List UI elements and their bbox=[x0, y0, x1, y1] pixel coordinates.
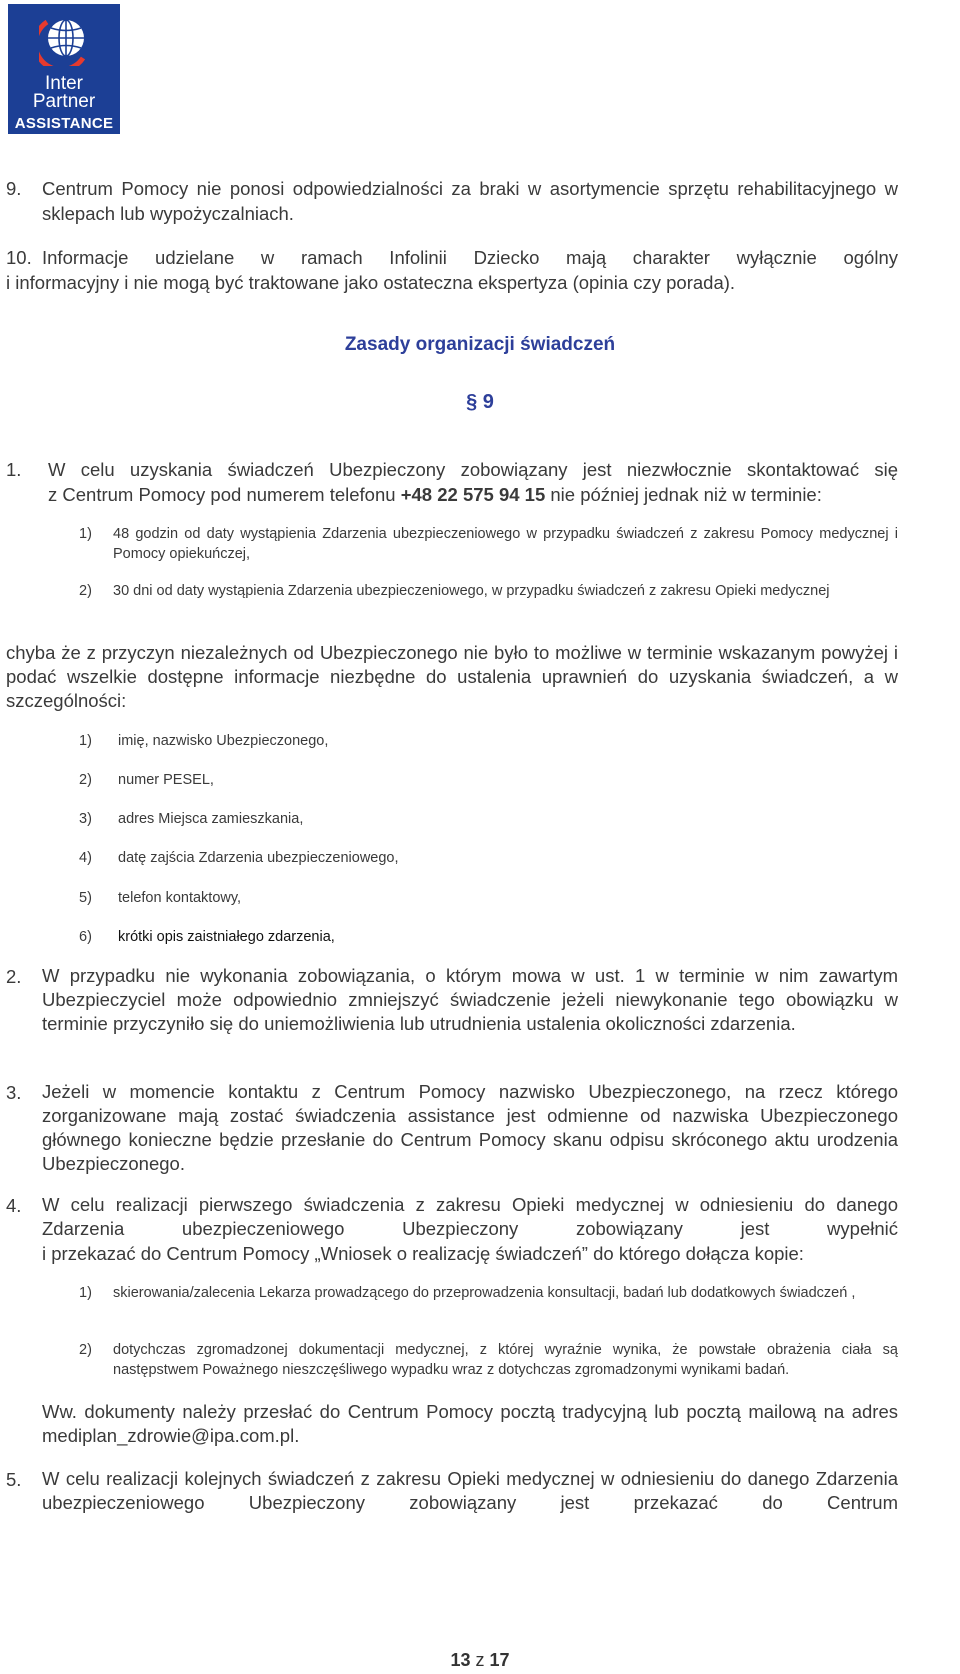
list-item-number: 5) bbox=[79, 890, 92, 906]
paragraph-text-continuation: i przekazać do Centrum Pomocy „Wniosek o realizację świadczeń” do którego dołącza kopie: bbox=[42, 1243, 804, 1264]
paragraph-number: 5. bbox=[6, 1469, 22, 1490]
item-text-first-line: Informacje udzielane w ramach Infolinii Dziecko mają charakter wyłącznie ogólny bbox=[42, 247, 898, 268]
paragraph-number: 3. bbox=[6, 1082, 22, 1103]
subitem-number: 1) bbox=[79, 526, 92, 542]
item-number: 10. bbox=[6, 247, 32, 268]
text-fragment: z Centrum Pomocy pod numerem telefonu bbox=[48, 484, 401, 505]
logo-text-partner: Partner bbox=[32, 91, 96, 112]
subitem-text: 30 dni od daty wystąpienia Zdarzenia ubezpieczeniowego, w przypadku świadczeń z zakresu Opieki medycznej bbox=[113, 583, 830, 599]
text-fragment: nie później jednak niż w terminie: bbox=[545, 484, 822, 505]
subitem-text: dotychczas zgromadzonej dokumentacji medycznej, z której wyraźnie wynika, że powstałe obrażenia ciała są następstwem Poważnego nieszczęśliwego wypadku wraz z dotychczas zgromadzonymi wynikami badań. bbox=[113, 1342, 898, 1378]
list-item-number: 4) bbox=[79, 850, 92, 866]
paragraph-number: 1. bbox=[6, 459, 22, 480]
paragraph-text: Jeżeli w momencie kontaktu z Centrum Pomocy nazwisko Ubezpieczonego, na rzecz którego zorganizowane mają zostać świadczenia assistance jest odmienne od nazwiska Ubezpieczonego głównego konieczne będzie przesłanie do Centrum Pomocy skanu odpisu skróconego aktu urodzenia Ubezpieczonego. bbox=[42, 1081, 898, 1174]
paragraph-text-first-lines: W celu realizacji pierwszego świadczenia z zakresu Opieki medycznej w odniesieniu do danego Zdarzenia ubezpieczeniowego Ubezpieczony zobowiązany jest wypełnić bbox=[42, 1194, 898, 1239]
subitem-number: 1) bbox=[79, 1285, 92, 1301]
item-text: Centrum Pomocy nie ponosi odpowiedzialności za braki w asortymencie sprzętu rehabilitacyjnego w sklepach lub wypożyczalniach. bbox=[42, 178, 898, 224]
globe-icon bbox=[39, 14, 89, 66]
subitem-text: 48 godzin od daty wystąpienia Zdarzenia ubezpieczeniowego w przypadku świadczeń z zakresu Pomocy medycznej i Pomocy opiekuńczej, bbox=[113, 526, 898, 562]
logo-text-assistance: ASSISTANCE bbox=[14, 115, 114, 132]
current-page: 13 bbox=[450, 1650, 471, 1670]
list-item-text: adres Miejsca zamieszkania, bbox=[118, 811, 304, 827]
paragraph-text: W celu realizacji kolejnych świadczeń z zakresu Opieki medycznej w odniesieniu do danego Zdarzenia ubezpieczeniowego Ubezpieczony zobowiązany jest przekazać do Centrum bbox=[42, 1468, 898, 1513]
list-item-text: krótki opis zaistniałego zdarzenia, bbox=[118, 929, 335, 945]
paragraph-sign: § 9 bbox=[466, 391, 494, 413]
item-text-continuation: i informacyjny i nie mogą być traktowane jako ostateczna ekspertyza (opinia czy porada). bbox=[6, 272, 736, 293]
logo-text-inter: Inter bbox=[44, 73, 84, 94]
paragraph-number: 2. bbox=[6, 966, 22, 987]
paragraph-text-first-line: W celu uzyskania świadczeń Ubezpieczony zobowiązany jest niezwłocznie skontaktować się bbox=[48, 459, 898, 480]
subitem-number: 2) bbox=[79, 1342, 92, 1358]
phone-number: +48 22 575 94 15 bbox=[400, 484, 546, 505]
total-pages: 17 bbox=[489, 1650, 510, 1670]
page-number bbox=[0, 1650, 960, 1671]
paragraph-number: 4. bbox=[6, 1195, 22, 1216]
paragraph-continuation: chyba że z przyczyn niezależnych od Ubezpieczonego nie było to możliwe w terminie wskazanym powyżej i podać wszelkie dostępne informacje niezbędne do ustalenia uprawnień do uzyskania świadczeń, a w szczególności: bbox=[6, 642, 898, 711]
item-number: 9. bbox=[6, 178, 22, 199]
paragraph-after-text: Ww. dokumenty należy przesłać do Centrum Pomocy pocztą tradycyjną lub pocztą mailową na adres mediplan_zdrowie@ipa.com.pl. bbox=[42, 1401, 898, 1446]
list-item-text: telefon kontaktowy, bbox=[118, 890, 242, 906]
subitem-number: 2) bbox=[79, 583, 92, 599]
list-item-text: imię, nazwisko Ubezpieczonego, bbox=[118, 733, 329, 749]
list-item-number: 2) bbox=[79, 772, 92, 788]
list-item-number: 6) bbox=[79, 929, 92, 945]
page-separator: z bbox=[475, 1650, 485, 1670]
list-item-text: numer PESEL, bbox=[118, 772, 214, 788]
list-item-text: datę zajścia Zdarzenia ubezpieczeniowego, bbox=[118, 850, 399, 866]
paragraph-text: W przypadku nie wykonania zobowiązania, o którym mowa w ust. 1 w terminie w nim zawartym Ubezpieczyciel może odpowiednio zmniejszyć świadczenie jeżeli niewykonanie tego obowiązku w terminie przyczyniło się do uniemożliwienia lub utrudnienia ustalenia okoliczności zdarzenia. bbox=[42, 965, 898, 1034]
list-item-number: 1) bbox=[79, 733, 92, 749]
inter-partner-assistance-logo bbox=[8, 4, 120, 134]
section-title: Zasady organizacji świadczeń bbox=[344, 334, 616, 355]
paragraph-text-continuation bbox=[48, 482, 898, 507]
list-item-number: 3) bbox=[79, 811, 92, 827]
subitem-text: skierowania/zalecenia Lekarza prowadzącego do przeprowadzenia konsultacji, badań lub dodatkowych świadczeń , bbox=[113, 1285, 856, 1301]
